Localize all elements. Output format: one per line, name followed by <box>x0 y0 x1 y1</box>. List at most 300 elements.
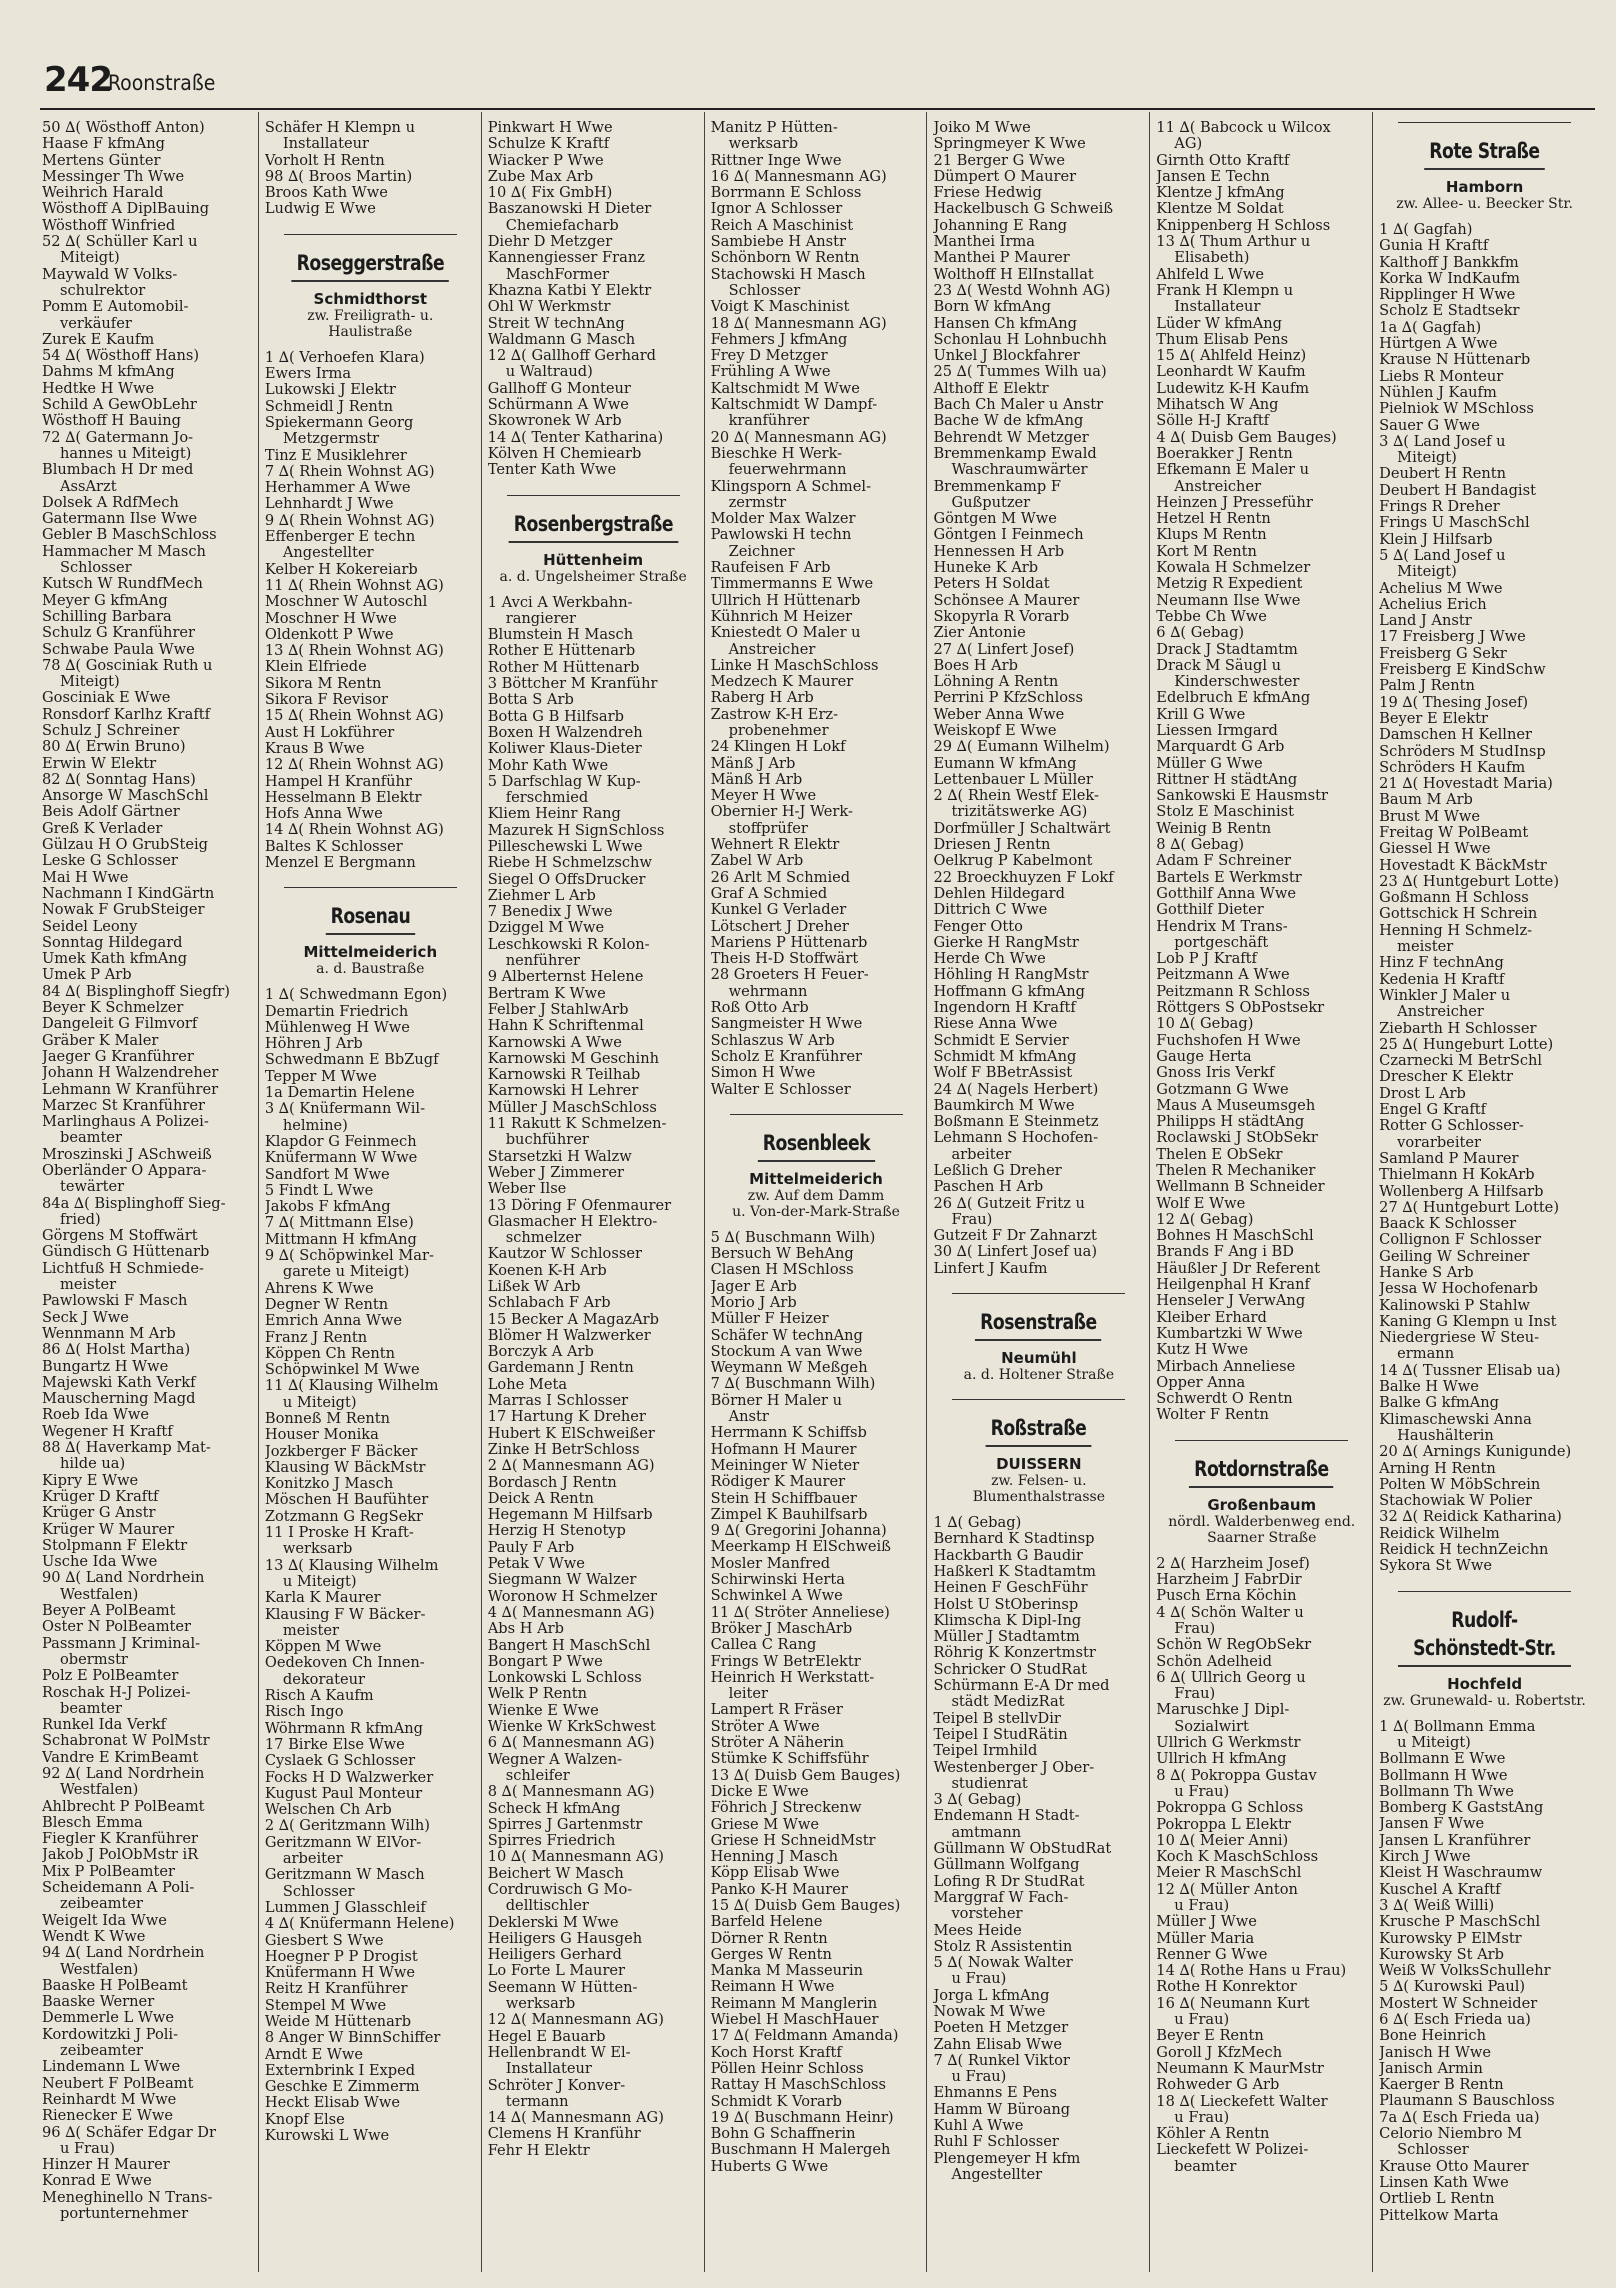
directory-entry: Roß Otto Arb <box>710 1000 809 1017</box>
directory-entry: Ullrich H Hüttenarb <box>710 592 861 609</box>
directory-entry: 16 ∆( Mannesmann AG) <box>710 168 887 185</box>
directory-entry: Ahlfeld L Wwe <box>1156 266 1265 283</box>
directory-entry: Theis H-D Stoffwärt <box>710 951 859 968</box>
directory-entry: Meininger W Nieter <box>710 1457 860 1474</box>
directory-entry: Poeten H Metzger <box>933 2020 1069 2037</box>
directory-entry: Drack J Stadtamtm <box>1156 641 1298 658</box>
directory-entry: 12 ∆( Rhein Wohnst AG) <box>264 757 444 774</box>
entry-continuation: vorsteher <box>951 1906 1023 1923</box>
directory-entry: Renner G Wwe <box>1156 1946 1268 1963</box>
directory-entry: Heinen F GeschFühr <box>933 1580 1088 1597</box>
directory-entry: 92 ∆( Land Nordrhein <box>42 1765 205 1782</box>
directory-entry: Kurowsky P ElMstr <box>1379 1930 1522 1947</box>
directory-entry: Oberländer O Appara- <box>42 1163 207 1179</box>
entry-continuation: vorarbeiter <box>1397 1134 1481 1151</box>
directory-entry: Göntgen M Wwe <box>933 511 1057 528</box>
directory-entry: Fehmers J kfmAng <box>710 331 848 348</box>
street-name: Rosenbergstraße <box>509 510 678 543</box>
directory-entry: 5 ∆( Buschmann Wilh) <box>710 1229 876 1246</box>
directory-entry: Tepper M Wwe <box>264 1068 377 1085</box>
directory-entry: 30 ∆( Linfert Josef ua) <box>933 1244 1098 1261</box>
directory-entry: 3 Böttcher M Kranführ <box>487 676 658 693</box>
directory-entry: Tebbe Ch Wwe <box>1156 608 1267 625</box>
directory-entry: Lötschert J Dreher <box>710 918 849 935</box>
directory-entry: Schröders M StudInsp <box>1379 743 1546 760</box>
directory-entry: Krüger D Kraftf <box>42 1488 159 1505</box>
directory-entry: Cyslaek G Schlosser <box>264 1753 416 1770</box>
directory-entry: Sikora M Rentn <box>264 675 382 692</box>
entry-continuation: tewärter <box>60 1179 125 1196</box>
directory-entry: 1 ∆( Gagfah) <box>1379 222 1473 238</box>
directory-entry: Jansen L Kranführer <box>1379 1832 1531 1849</box>
directory-entry: Scholz E Stadtsekr <box>1379 303 1520 320</box>
directory-entry: Kutsch W RundfMech <box>42 576 203 593</box>
directory-entry: Lampert R Fräser <box>710 1702 843 1719</box>
directory-entry: Sangmeister H Wwe <box>710 1016 863 1033</box>
directory-entry: Gündisch G Hüttenarb <box>42 1244 210 1261</box>
directory-entry: Philipps H städtAng <box>1156 1114 1305 1131</box>
directory-entry: Frings U MaschSchl <box>1379 515 1530 532</box>
district-name: Hüttenheim <box>543 550 644 569</box>
street-location-line: u. Von-der-Mark-Straße <box>732 1203 900 1220</box>
directory-entry: 11 Rakutt K Schmelzen- <box>487 1116 667 1133</box>
entry-continuation: u Frau) <box>60 2140 115 2157</box>
entry-continuation: Chemiefacharb <box>505 217 619 234</box>
directory-entry: Wiacker P Wwe <box>487 152 604 169</box>
entry-continuation: Miteigt) <box>1397 564 1457 581</box>
directory-entry: Schonlau H Lohnbuchh <box>933 331 1107 348</box>
directory-entry: Timmermanns E Wwe <box>710 576 874 593</box>
directory-entry: Reimann M Manglerin <box>710 1995 878 2012</box>
entry-continuation: hannes u Miteigt) <box>60 445 192 462</box>
directory-entry: Mostert W Schneider <box>1379 1995 1538 2012</box>
directory-entry: Stolpmann F Elektr <box>42 1537 188 1554</box>
directory-entry: Schabronat W PolMstr <box>42 1733 210 1750</box>
directory-entry: Clemens H Kranführ <box>487 2126 641 2143</box>
directory-entry: Raufeisen F Arb <box>710 560 831 577</box>
directory-entry: Graf A Schmied <box>710 885 828 902</box>
street-location <box>1379 1693 1590 1709</box>
directory-entry: 12 ∆( Gebag) <box>1156 1211 1254 1228</box>
directory-entry: Oelkrug P Kabelmont <box>933 853 1093 870</box>
directory-entry: Schlaszus W Arb <box>710 1032 835 1049</box>
directory-entry: 6 ∆( Ullrich Georg u <box>1156 1669 1306 1686</box>
directory-entry: Deubert H Bandagist <box>1379 482 1536 499</box>
page-number: 242 <box>44 60 112 100</box>
directory-entry: Ahlbrecht P PolBeamt <box>42 1798 205 1815</box>
district-name: DUISSERN <box>996 1455 1082 1474</box>
directory-entry: Thelen E ObSekr <box>1156 1146 1283 1163</box>
directory-entry: 18 ∆( Mannesmann AG) <box>710 315 887 332</box>
directory-entry: 9 ∆( Gregorini Johanna) <box>710 1523 887 1540</box>
directory-entry: 7a ∆( Esch Frieda ua) <box>1379 2109 1540 2126</box>
directory-entry: Botta G B Hilfsarb <box>487 708 624 725</box>
directory-entry: Teipel I StudRätin <box>933 1726 1068 1743</box>
directory-entry: Krill G Wwe <box>1156 706 1246 723</box>
directory-entry: 24 ∆( Nagels Herbert) <box>933 1081 1099 1098</box>
entry-continuation: probenehmer <box>728 722 829 739</box>
directory-entry: Kuhl A Wwe <box>933 2118 1024 2135</box>
directory-entry: Giesbert S Wwe <box>264 1932 384 1949</box>
directory-entry: Heckt Elisab Wwe <box>264 2095 401 2112</box>
directory-entry: Lehnhardt J Wwe <box>264 496 394 513</box>
directory-entry: Schäfer H Klempn u <box>264 120 415 136</box>
directory-entry: Gutzeit F Dr Zahnarzt <box>933 1228 1097 1245</box>
directory-entry: Girnth Otto Kraftf <box>1156 152 1290 169</box>
directory-entry: Jager E Arb <box>710 1278 797 1295</box>
directory-entry: 15 Becker A MagazArb <box>487 1311 659 1328</box>
entry-continuation: ferschmied <box>505 790 589 807</box>
directory-column <box>258 112 481 2272</box>
directory-entry: Moschner H Wwe <box>264 610 397 627</box>
directory-entry: 11 I Proske H Kraft- <box>264 1525 414 1542</box>
entry-continuation: helmine) <box>282 1117 348 1134</box>
directory-entry: Zastrow K-H Erz- <box>710 706 839 723</box>
directory-entry: 4 ∆( Knüfermann Helene) <box>264 1916 455 1933</box>
directory-entry: 9 ∆( Schöpwinkel Mar- <box>264 1248 434 1265</box>
directory-entry: 18 ∆( Lieckefett Walter <box>1156 2093 1328 2110</box>
directory-entry: Umek Kath kfmAng <box>42 951 188 968</box>
directory-entry: Ruhl F Schlosser <box>933 2134 1059 2151</box>
street-location-line: zw. Felsen- u. <box>991 1473 1087 1490</box>
directory-entry: Bungartz H Wwe <box>42 1358 169 1375</box>
entry-continuation: Frau) <box>951 1211 993 1228</box>
directory-entry: Jorga L kfmAng <box>933 1987 1050 2004</box>
directory-entry: Hetzel H Rentn <box>1156 511 1271 528</box>
directory-entry: Kalinowski P Stahlw <box>1379 1297 1530 1314</box>
directory-entry: Barfeld Helene <box>710 1914 823 1931</box>
directory-entry: Welk P Rentn <box>487 1686 588 1703</box>
entry-continuation: beamter <box>1174 2158 1237 2175</box>
directory-entry: Reidick H technZeichn <box>1379 1542 1549 1559</box>
entry-continuation: schulrektor <box>60 282 146 299</box>
directory-entry: 20 ∆( Mannesmann AG) <box>710 429 887 446</box>
directory-entry: Dziggel M Wwe <box>487 920 605 937</box>
directory-entry: 29 ∆( Eumann Wilhelm) <box>933 739 1110 756</box>
directory-entry: Boes H Arb <box>933 657 1018 674</box>
directory-entry: 15 ∆( Duisb Gem Bauges) <box>710 1897 901 1914</box>
directory-entry: Thielmann H KokArb <box>1379 1167 1535 1184</box>
directory-entry: Gierke H RangMstr <box>933 934 1079 951</box>
directory-entry: Bangert H MaschSchl <box>487 1637 651 1654</box>
directory-entry: Bongart P Wwe <box>487 1653 603 1670</box>
directory-entry: 1 ∆( Gebag) <box>933 1515 1022 1532</box>
entry-continuation: u Miteigt) <box>282 1394 357 1411</box>
entry-continuation: dekorateur <box>282 1671 366 1688</box>
directory-entry: Jessa W Hochofenarb <box>1379 1281 1538 1298</box>
directory-entry: Mosler Manfred <box>710 1555 831 1572</box>
directory-entry: Bremmenkamp Ewald <box>933 445 1097 462</box>
directory-entry: 80 ∆( Erwin Bruno) <box>42 739 186 756</box>
directory-entry: Marlinghaus A Polizei- <box>42 1114 209 1131</box>
entry-continuation: u Miteigt) <box>282 1573 357 1590</box>
directory-entry: Höhren J Arb <box>264 1036 363 1053</box>
entry-continuation: Frau) <box>1174 1620 1216 1637</box>
street-name: Rosenau <box>326 902 416 935</box>
directory-entry: Kumbartzki W Wwe <box>1156 1325 1303 1342</box>
directory-entry: Clasen H MSchloss <box>710 1262 854 1279</box>
directory-entry: Demartin Friedrich <box>264 1003 409 1020</box>
directory-entry: Deick A Rentn <box>487 1490 594 1507</box>
directory-entry: Wegener H Kraftf <box>42 1423 173 1440</box>
entry-continuation: werksarb <box>282 1541 353 1558</box>
entry-continuation: feuerwehrmann <box>728 462 847 479</box>
directory-entry: Reitz H Kranführer <box>264 1981 408 1998</box>
directory-entry: Brands F Ang i BD <box>1156 1244 1294 1261</box>
directory-entry: Mai H Wwe <box>42 869 129 886</box>
directory-entry: Lüder W kfmAng <box>1156 315 1282 332</box>
directory-entry: Wollenberg A Hilfsarb <box>1379 1183 1544 1200</box>
directory-entry: Behrendt W Metzger <box>933 429 1089 446</box>
directory-entry: Hennessen H Arb <box>933 543 1065 560</box>
directory-entry: Wienke E Wwe <box>487 1702 599 1719</box>
directory-entry: Frühling A Wwe <box>710 364 831 381</box>
directory-entry: Meyer G kfmAng <box>42 592 168 609</box>
directory-entry: Arning H Rentn <box>1379 1460 1496 1477</box>
directory-entry: Abs H Arb <box>487 1621 564 1638</box>
directory-entry: Schricker O StudRat <box>933 1661 1088 1678</box>
directory-entry: Pilleschewski L Wwe <box>487 838 643 855</box>
directory-entry: Kühnrich M Heizer <box>710 608 853 625</box>
directory-entry: Kugust Paul Monteur <box>264 1785 423 1802</box>
directory-entry: Heiligers Gerhard <box>487 1947 622 1964</box>
street-location-line: a. d. Ungelsheimer Straße <box>499 568 687 585</box>
directory-entry: Jaeger G Kranführer <box>42 1048 194 1065</box>
directory-entry: Lummen J Glasschleif <box>264 1899 426 1916</box>
directory-entry: Gardemann J Rentn <box>487 1360 634 1377</box>
directory-entry: Callea C Rang <box>710 1637 817 1654</box>
directory-entry: Schönborn W Rentn <box>710 250 860 267</box>
directory-entry: 14 ∆( Tenter Katharina) <box>487 429 664 446</box>
directory-entry: Spirres J Gartenmstr <box>487 1816 643 1833</box>
directory-column <box>926 112 1149 2272</box>
directory-entry: Lob P J Kraftf <box>1156 951 1257 968</box>
street-location-line: zw. Freiligrath- u. <box>307 307 434 324</box>
directory-entry: Kliem Heinr Rang <box>487 806 621 823</box>
directory-entry: Lohe Meta <box>487 1376 568 1393</box>
directory-entry: Marzec St Kranführer <box>42 1097 206 1114</box>
entry-continuation: Elisabeth) <box>1174 250 1250 267</box>
directory-entry: Jakob J PolObMstr iR <box>42 1847 199 1864</box>
directory-entry: Dicke E Wwe <box>710 1783 809 1800</box>
directory-entry: Weymann W Meßgeh <box>710 1360 868 1377</box>
entry-continuation: Angestellter <box>282 545 374 562</box>
entry-continuation: Waschraumwärter <box>951 462 1088 479</box>
entry-continuation: verkäufer <box>60 315 132 332</box>
directory-entry: Vandre E KrimBeamt <box>42 1749 199 1766</box>
directory-entry: Unkel J Blockfahrer <box>933 348 1080 365</box>
directory-entry: Molder Max Walzer <box>710 511 856 528</box>
directory-entry: Palm J Rentn <box>1379 678 1475 695</box>
directory-entry: Focks H D Walzwerker <box>264 1769 434 1786</box>
directory-entry: Lo Forte L Maurer <box>487 1963 626 1980</box>
directory-entry: Wellmann B Schneider <box>1156 1179 1325 1196</box>
entry-continuation: zeibeamter <box>60 2043 143 2060</box>
directory-entry: 11 ∆( Klausing Wilhelm <box>264 1378 439 1395</box>
street-location <box>1156 1514 1367 1546</box>
directory-entry: Huneke K Arb <box>933 560 1039 577</box>
directory-entry: Rienecker E Wwe <box>42 2108 174 2125</box>
directory-entry: Weber J Zimmerer <box>487 1164 624 1181</box>
directory-entry: 50 ∆( Wösthoff Anton) <box>42 120 205 136</box>
directory-entry: Nowak F GrubSteiger <box>42 902 205 919</box>
directory-entry: Karnowski H Lehrer <box>487 1083 639 1100</box>
directory-entry: Ortlieb L Rentn <box>1379 2191 1495 2208</box>
directory-column <box>1149 112 1372 2272</box>
directory-entry: Müller F Heizer <box>710 1311 829 1328</box>
entry-continuation: Kinderschwester <box>1174 674 1300 691</box>
directory-entry: Müller J Wwe <box>1156 1914 1257 1931</box>
street-location-line: Haulistraße <box>328 323 413 340</box>
directory-entry: Ullrich H kfmAng <box>1156 1751 1287 1768</box>
entry-continuation: Anstreicher <box>1397 1004 1484 1021</box>
directory-column <box>1372 112 1595 2272</box>
directory-entry: Hansen Ch kfmAng <box>933 315 1077 332</box>
entry-continuation: beamter <box>60 1130 122 1147</box>
directory-entry: Riese Anna Wwe <box>933 1016 1058 1033</box>
directory-entry: Pittelkow Marta <box>1379 2207 1499 2224</box>
directory-entry: Polten W MöbSchrein <box>1379 1476 1541 1493</box>
directory-entry: Baum M Arb <box>1379 792 1473 809</box>
directory-entry: 13 ∆( Rhein Wohnst AG) <box>264 643 444 660</box>
street-location <box>933 1473 1144 1505</box>
directory-entry: Weinig B Rentn <box>1156 820 1272 837</box>
directory-entry: Eumann W kfmAng <box>933 755 1077 772</box>
directory-entry: 19 ∆( Thesing Josef) <box>1379 694 1529 711</box>
directory-entry: Klups M Rentn <box>1156 527 1267 544</box>
directory-entry: Janisch H Wwe <box>1379 2044 1491 2061</box>
directory-entry: Ingendorn H Kraftf <box>933 1000 1076 1017</box>
street-name: Rudolf-Schönstedt-Str. <box>1398 1606 1571 1667</box>
directory-entry: Heiligers G Hausgeh <box>487 1930 643 1947</box>
directory-entry: 22 Broeckhuyzen F Lokf <box>933 869 1114 886</box>
directory-entry: Krüger G Anstr <box>42 1505 156 1522</box>
directory-entry: Bohnes H MaschSchl <box>1156 1228 1314 1245</box>
directory-entry: Manitz P Hütten- <box>710 120 838 136</box>
directory-entry: Kaning G Klempn u Inst <box>1379 1313 1557 1330</box>
directory-entry: Maruschke J Dipl- <box>1156 1702 1290 1719</box>
directory-entry: Drack M Säugl u <box>1156 657 1282 674</box>
directory-entry: Mihatsch W Ang <box>1156 397 1279 414</box>
entry-continuation: Angestellter <box>951 2166 1043 2183</box>
directory-entry: Rotter G Schlosser- <box>1379 1118 1524 1135</box>
directory-entry: Maus A Museumsgeh <box>1156 1097 1316 1114</box>
directory-entry: Bach Ch Maler u Anstr <box>933 397 1104 414</box>
directory-entry: 2 ∆( Harzheim Josef) <box>1156 1555 1310 1572</box>
directory-entry: Koch Horst Kraftf <box>710 2044 842 2061</box>
entry-continuation: studienrat <box>951 1775 1028 1792</box>
directory-entry: Köpp Elisab Wwe <box>710 1865 840 1882</box>
directory-entry: Mittmann H kfmAng <box>264 1231 417 1248</box>
directory-entry: Rattay H MaschSchloss <box>710 2077 886 2094</box>
entry-continuation: Anstr <box>728 1409 769 1426</box>
directory-entry: 17 Birke Else Wwe <box>264 1736 405 1753</box>
directory-entry: Stolz R Assistentin <box>933 1938 1073 1955</box>
directory-entry: Kaerger B Rentn <box>1379 2077 1504 2094</box>
directory-entry: Klentze J kfmAng <box>1156 185 1285 202</box>
directory-entry: Hesselmann B Elektr <box>264 789 422 806</box>
directory-entry: Gnoss Iris Verkf <box>1156 1065 1275 1082</box>
directory-entry: 11 ∆( Babcock u Wilcox <box>1156 120 1331 136</box>
directory-entry: Möschen H Baufühter <box>264 1492 429 1509</box>
directory-entry: Köhler A Rentn <box>1156 2126 1270 2143</box>
directory-entry: Blumstein H Masch <box>487 627 634 644</box>
directory-entry: Degner W Rentn <box>264 1296 389 1313</box>
directory-entry: 8 ∆( Gebag) <box>1156 837 1245 854</box>
directory-entry: Stockum A van Wwe <box>710 1343 863 1360</box>
directory-entry: Bohn G Schaffnerin <box>710 2126 856 2143</box>
directory-entry: Diehr D Metzger <box>487 234 613 251</box>
page-running-title: Roonstraße <box>108 71 216 95</box>
directory-entry: Maywald W Volks- <box>42 266 178 283</box>
directory-entry: Müller J Stadtamtm <box>933 1629 1080 1646</box>
entry-continuation: Frau) <box>1174 1686 1216 1703</box>
directory-entry: Ripplinger H Wwe <box>1379 287 1516 304</box>
directory-entry: Fiegler K Kranführer <box>42 1831 198 1848</box>
directory-entry: Leßlich G Dreher <box>933 1163 1062 1179</box>
directory-entry: Kordowitzki J Poli- <box>42 2026 179 2043</box>
directory-entry: Linsen Kath Wwe <box>1379 2174 1509 2191</box>
entry-continuation: arbeiter <box>282 1851 343 1868</box>
directory-entry: 28 Groeters H Feuer- <box>710 967 869 984</box>
directory-entry: 8 ∆( Pokroppa Gustav <box>1156 1767 1317 1784</box>
directory-entry: Knüfermann W Wwe <box>264 1150 418 1167</box>
directory-entry: Dörner R Rentn <box>710 1930 828 1947</box>
entry-continuation: zermstr <box>728 494 787 511</box>
directory-entry: Siegmann W Walzer <box>487 1572 637 1589</box>
directory-entry: Bache W de kfmAng <box>933 413 1084 430</box>
directory-entry: Friese Hedwig <box>933 185 1042 202</box>
directory-entry: Bertram K Wwe <box>487 985 606 1002</box>
directory-entry: Botta S Arb <box>487 692 574 709</box>
directory-entry: Woronow H Schmelzer <box>487 1588 657 1605</box>
directory-entry: Arndt E Wwe <box>264 2046 364 2063</box>
street-name: Roßstraße <box>986 1414 1092 1447</box>
entry-continuation: Sozialwirt <box>1174 1718 1249 1735</box>
directory-entry: Mees Heide <box>933 1922 1022 1939</box>
directory-entry: Gunia H Kraftf <box>1379 238 1489 255</box>
directory-entry: Föhrich J Streckenw <box>710 1800 862 1817</box>
directory-entry: Zinke H BetrSchloss <box>487 1441 640 1458</box>
directory-entry: Pokroppa L Elektr <box>1156 1816 1291 1833</box>
directory-entry: Beichert W Masch <box>487 1865 624 1882</box>
directory-entry: Kelber H Kokereiarb <box>264 561 418 578</box>
directory-entry: Beyer K Schmelzer <box>42 1000 184 1017</box>
directory-entry: Schröders H Kaufm <box>1379 759 1526 776</box>
directory-entry: Schöpwinkel M Wwe <box>264 1362 420 1379</box>
directory-entry: Rother E Hüttenarb <box>487 643 636 660</box>
directory-entry: Heilgenphal H Kranf <box>1156 1277 1310 1294</box>
directory-entry: 17 ∆( Feldmann Amanda) <box>710 2028 899 2045</box>
directory-entry: 19 ∆( Buschmann Heinr) <box>710 2109 894 2126</box>
directory-entry: 6 ∆( Mannesmann AG) <box>487 1735 655 1752</box>
entry-continuation: Installateur <box>282 136 369 153</box>
directory-entry: Schmidt K Vorarb <box>710 2093 843 2110</box>
directory-entry: Manthei P Maurer <box>933 250 1070 267</box>
directory-entry: 5 ∆( Nowak Walter <box>933 1955 1073 1972</box>
entry-continuation: Gußputzer <box>951 494 1031 511</box>
directory-entry: Fehr H Elektr <box>487 2142 590 2159</box>
directory-entry: Neumann K MaurMstr <box>1156 2060 1324 2077</box>
directory-entry: Börner H Maler u <box>710 1392 843 1409</box>
directory-entry: Meier R MaschSchl <box>1156 1865 1302 1882</box>
directory-entry: Perrini P KfzSchloss <box>933 690 1084 707</box>
directory-entry: 7 ∆( Rhein Wohnst AG) <box>264 463 435 480</box>
street-location-line: a. d. Baustraße <box>316 961 425 978</box>
entry-continuation: obermstr <box>60 1651 128 1668</box>
directory-entry: Hubert K ElSchweißer <box>487 1425 655 1442</box>
directory-entry: 14 ∆( Rhein Wohnst AG) <box>264 822 444 839</box>
